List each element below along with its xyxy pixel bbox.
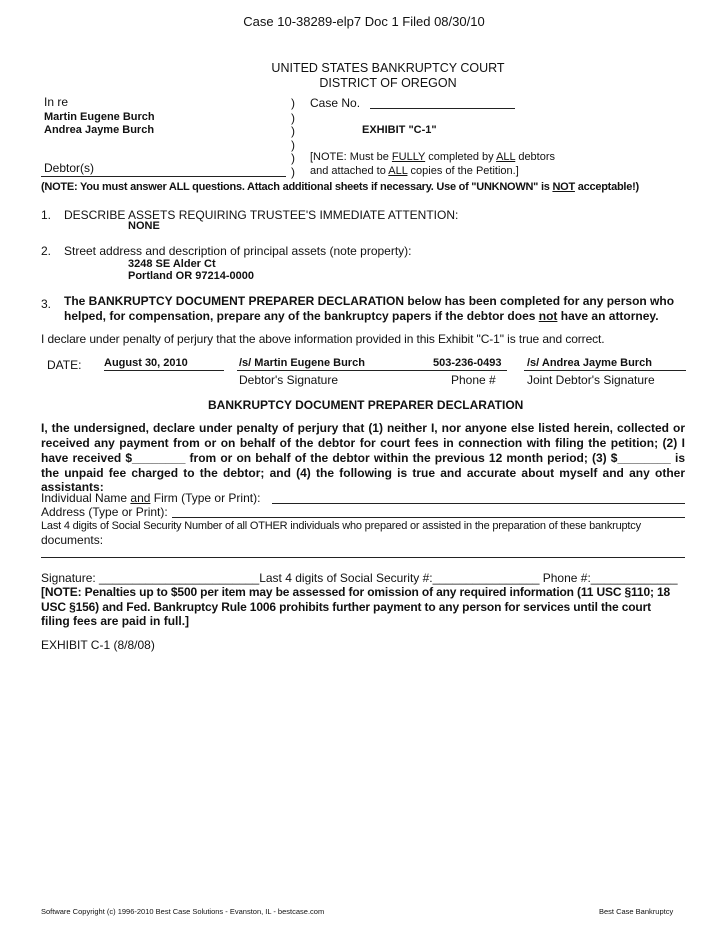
ssn-field[interactable] (41, 557, 685, 558)
preparer-name-field[interactable] (272, 503, 685, 504)
joint-debtor-signature: /s/ Andrea Jayme Burch (527, 357, 652, 369)
debtor-name-1: Martin Eugene Burch (44, 111, 155, 123)
debtor-name-2: Andrea Jayme Burch (44, 124, 155, 136)
date-value: August 30, 2010 (104, 357, 188, 369)
note-line-2: and attached to ALL copies of the Petition.] (310, 165, 519, 177)
debtor-signature-rule (237, 370, 507, 371)
ssn-instruction-line-2: documents: (41, 533, 104, 547)
footer-brand: Best Case Bankruptcy (599, 907, 674, 916)
preparer-signature-line: Signature: ________________________Last 4 digits of Social Security #:________________ Phone #:_____________ (41, 571, 678, 585)
preparer-para-line-3: have received $________ from or on behalf of the debtor within the previous 12 month period; (3) $________ is (41, 451, 685, 465)
in-re-label: In re (44, 95, 69, 109)
q2-number: 2. (41, 244, 52, 258)
preparer-para-line-2: received any payment from or on behalf of the debtor for court fees in connection with filing the petition; (2) I (41, 436, 685, 450)
preparer-para-line-5: assistants: (41, 480, 104, 494)
q1-answer: NONE (128, 220, 160, 232)
exhibit-title: EXHIBIT "C-1" (362, 124, 437, 136)
preparer-title: BANKRUPTCY DOCUMENT PREPARER DECLARATION (208, 398, 524, 412)
q3-line-1: The BANKRUPTCY DOCUMENT PREPARER DECLARATION below has been completed for any person who (64, 294, 675, 308)
penalty-note-line-3: filing fees are paid in full.] (41, 614, 190, 628)
penalty-note-line-2: USC §156) and Fed. Bankruptcy Rule 1006 prohibits further payment to any person for services until the court (41, 600, 651, 614)
ssn-instruction-line-1: Last 4 digits of Social Security Number of all OTHER individuals who prepared or assisted in the preparation of these bankruptcy (41, 520, 641, 532)
debtor-signature-label: Debtor's Signature (239, 373, 339, 387)
date-rule (104, 370, 224, 371)
joint-signature-rule (524, 370, 686, 371)
caption-paren: ) (291, 96, 295, 110)
phone-label: Phone # (451, 373, 496, 387)
q2-answer-line-1: 3248 SE Alder Ct (128, 258, 216, 270)
note-line-1: [NOTE: Must be FULLY completed by ALL debtors (310, 151, 556, 163)
court-district: DISTRICT OF OREGON (319, 76, 457, 90)
q2-answer-line-2: Portland OR 97214-0000 (128, 270, 254, 282)
joint-signature-label: Joint Debtor's Signature (527, 373, 655, 387)
preparer-name-label: Individual Name and Firm (Type or Print): (41, 491, 261, 505)
q3-number: 3. (41, 297, 52, 311)
footer-copyright: Software Copyright (c) 1996-2010 Best Case Solutions - Evanston, IL - bestcase.com (41, 907, 325, 916)
q1-text: DESCRIBE ASSETS REQUIRING TRUSTEE'S IMMEDIATE ATTENTION: (64, 208, 459, 222)
declaration-text: I declare under penalty of perjury that the above information provided in this Exhibit "C-1" is true and correct. (41, 332, 605, 346)
instructions: (NOTE: You must answer ALL questions. Attach additional sheets if necessary. Use of "UNKNOWN" is NOT acceptable!) (41, 181, 639, 193)
case-no-blank (370, 108, 515, 109)
date-label: DATE: (47, 358, 82, 372)
court-name: UNITED STATES BANKRUPTCY COURT (271, 61, 505, 75)
penalty-note-line-1: [NOTE: Penalties up to $500 per item may be assessed for omission of any required information (11 USC §110; 18 (41, 585, 671, 599)
caption-paren: ) (291, 151, 295, 165)
debtor-signature: /s/ Martin Eugene Burch (239, 357, 365, 369)
form-identifier: EXHIBIT C-1 (8/8/08) (41, 638, 155, 652)
q3-line-2: helped, for compensation, prepare any of the bankruptcy papers if the debtor does not have an attorney. (64, 309, 659, 323)
phone-value: 503-236-0493 (433, 357, 502, 369)
caption-paren: ) (291, 124, 295, 138)
q1-number: 1. (41, 208, 52, 222)
preparer-address-label: Address (Type or Print): (41, 505, 168, 519)
case-header: Case 10-38289-elp7 Doc 1 Filed 08/30/10 (243, 14, 485, 29)
q2-text: Street address and description of principal assets (note property): (64, 244, 412, 258)
preparer-para-line-4: the unpaid fee charged to the debtor; and (4) the following is true and accurate about myself and any other (41, 466, 685, 480)
caption-paren: ) (291, 165, 295, 179)
caption-rule (41, 176, 286, 177)
caption-paren: ) (291, 138, 295, 152)
debtors-label: Debtor(s) (44, 161, 95, 175)
case-no-label: Case No. (310, 96, 361, 110)
preparer-para-line-1: I, the undersigned, declare under penalty of perjury that (1) neither I, nor anyone else listed herein, collected or (41, 421, 685, 435)
caption-paren: ) (291, 111, 295, 125)
preparer-address-field[interactable] (172, 517, 685, 518)
